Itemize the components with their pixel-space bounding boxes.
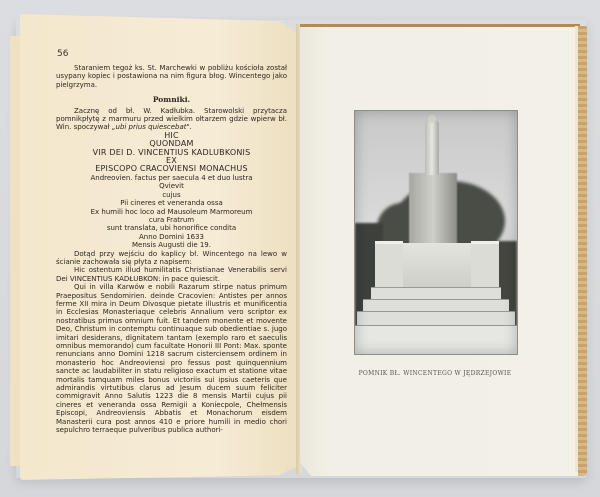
paragraph <box>56 107 287 132</box>
paragraph: Qui in villa Karwów e nobili Razarum stirpe natus primum Praepositus Sendomirien. deinde Cracovien: Antistes per annos ferme XII mira in Deum Divosque pietate illustris et munificentia in Ecclesias Monasteriaque celebris Annalium vero scriptor ex nostratibus primus omnium fuit. Et tandem monente et movente Deo, Christum in contemptu continuaque sub obedientiae s. jugo imitari desiderans, dignitatem tantam (exemplo raro et saeculis omnibus memorando) cum facultate Honorii III Pont: Max. sponte renuncians anno Domini 1218 sacrum cisterciensem ordinem in monasterio hoc Andreoviensi pro fessus post quinquennium sancte ac laudabiliter in statu religioso exactum et statione vitae mortalis tamquam miles bonus victoriis sui ipsius caeteris que admirandis virtutibus clarus ad Jesum ducem suum feliciter commigravit Anno Salutis 1223 die 8 mensis Martii cujus pii cineres et veneranda ossa Remigii a Koniecpole, Chełmensis Episcopi, Andreoviensis Abbatis et Monachorum eisdem Manasterii cura post annos 410 e priore humili in medio chori sepulchro terraeque pulveribus publica authori- <box>56 283 287 435</box>
section-heading: Pomniki. <box>152 95 191 105</box>
inscription-line: Qvievit <box>159 182 184 191</box>
photo-caption: POMNIK BŁ. WINCENTEGO W JĘDRZEJOWIE <box>358 370 512 377</box>
page-top-edge <box>300 24 580 27</box>
inscription-line: Pii cineres et veneranda ossa <box>120 199 223 208</box>
latin-quote: „ubi prius quiescebat". <box>111 123 192 132</box>
inscription-line: sunt translata, ubi honorifice condita <box>106 224 237 233</box>
paragraph-text: Zacznę od bł. W. Kadłubka. Starowolski przytacza pomnikpłytę z marmuru przed wielkim ołtarzem gdzie wpierw bł. Win. spoczywał <box>56 106 287 132</box>
inscription-line: Anno Domini 1633 <box>138 232 205 241</box>
inscription <box>56 132 287 250</box>
paragraph: Hic ostentum illud humilitatis Christianae Venerabilis servi Dei VINCENTIUS KADŁUBKON: in pace quiescit. <box>56 266 287 283</box>
page-fore-edge <box>578 26 587 476</box>
inscription-line: HIC <box>164 130 179 140</box>
page-number: 56 <box>57 49 69 59</box>
left-page-text <box>56 64 287 434</box>
inscription-line: Mensis Augusti die 19. <box>132 241 211 250</box>
inscription-line: EX <box>166 156 177 166</box>
inscription-line: QUONDAM <box>149 139 194 149</box>
paragraph: Staraniem tegoż ks. St. Marchewki w pobliżu kościoła został usypany kopiec i postawiona na nim figura błog. Wincentego jako pielgrzyma. <box>56 64 287 89</box>
inscription-line: Andreovien. factus per saecula 4 et duo lustra <box>90 173 253 182</box>
inscription-line: Ex humili hoc loco ad Mausoleum Marmoreum <box>90 207 253 216</box>
inscription-line: cura Fratrum <box>148 215 195 224</box>
inscription-line: EPISCOPO CRACOVIENSI MONACHUS <box>95 164 248 174</box>
monument-photo <box>354 110 518 355</box>
inscription-line: cujus <box>162 190 181 199</box>
inscription-line: VIR DEI D. VINCENTIUS KADLUBKONIS <box>92 147 251 157</box>
paragraph: Dotąd przy wejściu do kaplicy bł. Wincentego na lewo w ścianie zachowała się płyta z napisem: <box>56 249 287 266</box>
photo-vignette <box>355 111 517 354</box>
